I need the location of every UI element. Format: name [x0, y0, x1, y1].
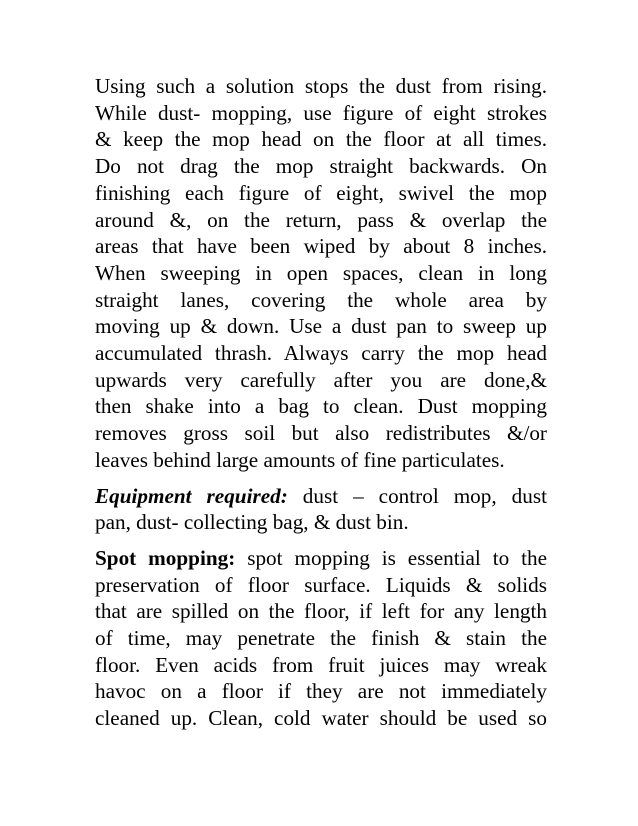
text-line: Do not drag the mop straight backwards. On: [95, 154, 547, 179]
text-line: of time, may penetrate the finish & stain the: [95, 626, 547, 651]
document-page: [95, 73, 547, 732]
text-line: around &, on the return, pass & overlap the: [95, 207, 547, 232]
equipment-text: dust – control mop, dust: [287, 483, 547, 508]
paragraph-dust-mopping: [95, 73, 547, 474]
text-line: removes gross soil but also redistributes &/or: [95, 421, 547, 446]
paragraph-equipment-required: [95, 483, 547, 536]
text-line: [95, 545, 547, 572]
text-line: straight lanes, covering the whole area by: [95, 287, 547, 312]
text-line: accumulated thrash. Always carry the mop head: [95, 341, 547, 366]
text-line: While dust- mopping, use figure of eight strokes: [95, 100, 547, 125]
text-line: havoc on a floor if they are not immediately: [95, 679, 547, 704]
text-line: When sweeping in open spaces, clean in long: [95, 260, 547, 285]
text-line: floor. Even acids from fruit juices may wreak: [95, 652, 547, 677]
text-line: pan, dust- collecting bag, & dust bin.: [95, 510, 409, 535]
text-line: leaves behind large amounts of fine particulates.: [95, 447, 505, 472]
spot-mopping-text: spot mopping is essential to the: [235, 545, 547, 570]
spot-mopping-heading: Spot mopping:: [95, 545, 236, 570]
text-line: moving up & down. Use a dust pan to sweep up: [95, 314, 547, 339]
text-line: upwards very carefully after you are done,&: [95, 367, 547, 392]
text-line: preservation of floor surface. Liquids & solids: [95, 572, 547, 597]
text-line: areas that have been wiped by about 8 inches.: [95, 234, 547, 259]
paragraph-spot-mopping: [95, 545, 547, 732]
equipment-heading: Equipment required:: [95, 483, 288, 508]
text-line: & keep the mop head on the floor at all times.: [95, 127, 547, 152]
text-line: [95, 483, 547, 510]
text-line: Using such a solution stops the dust from rising.: [95, 74, 547, 98]
text-line: finishing each figure of eight, swivel the mop: [95, 180, 547, 205]
text-line: then shake into a bag to clean. Dust mopping: [95, 394, 547, 419]
text-line: that are spilled on the floor, if left for any length: [95, 599, 547, 624]
text-line: cleaned up. Clean, cold water should be used so: [95, 706, 547, 731]
